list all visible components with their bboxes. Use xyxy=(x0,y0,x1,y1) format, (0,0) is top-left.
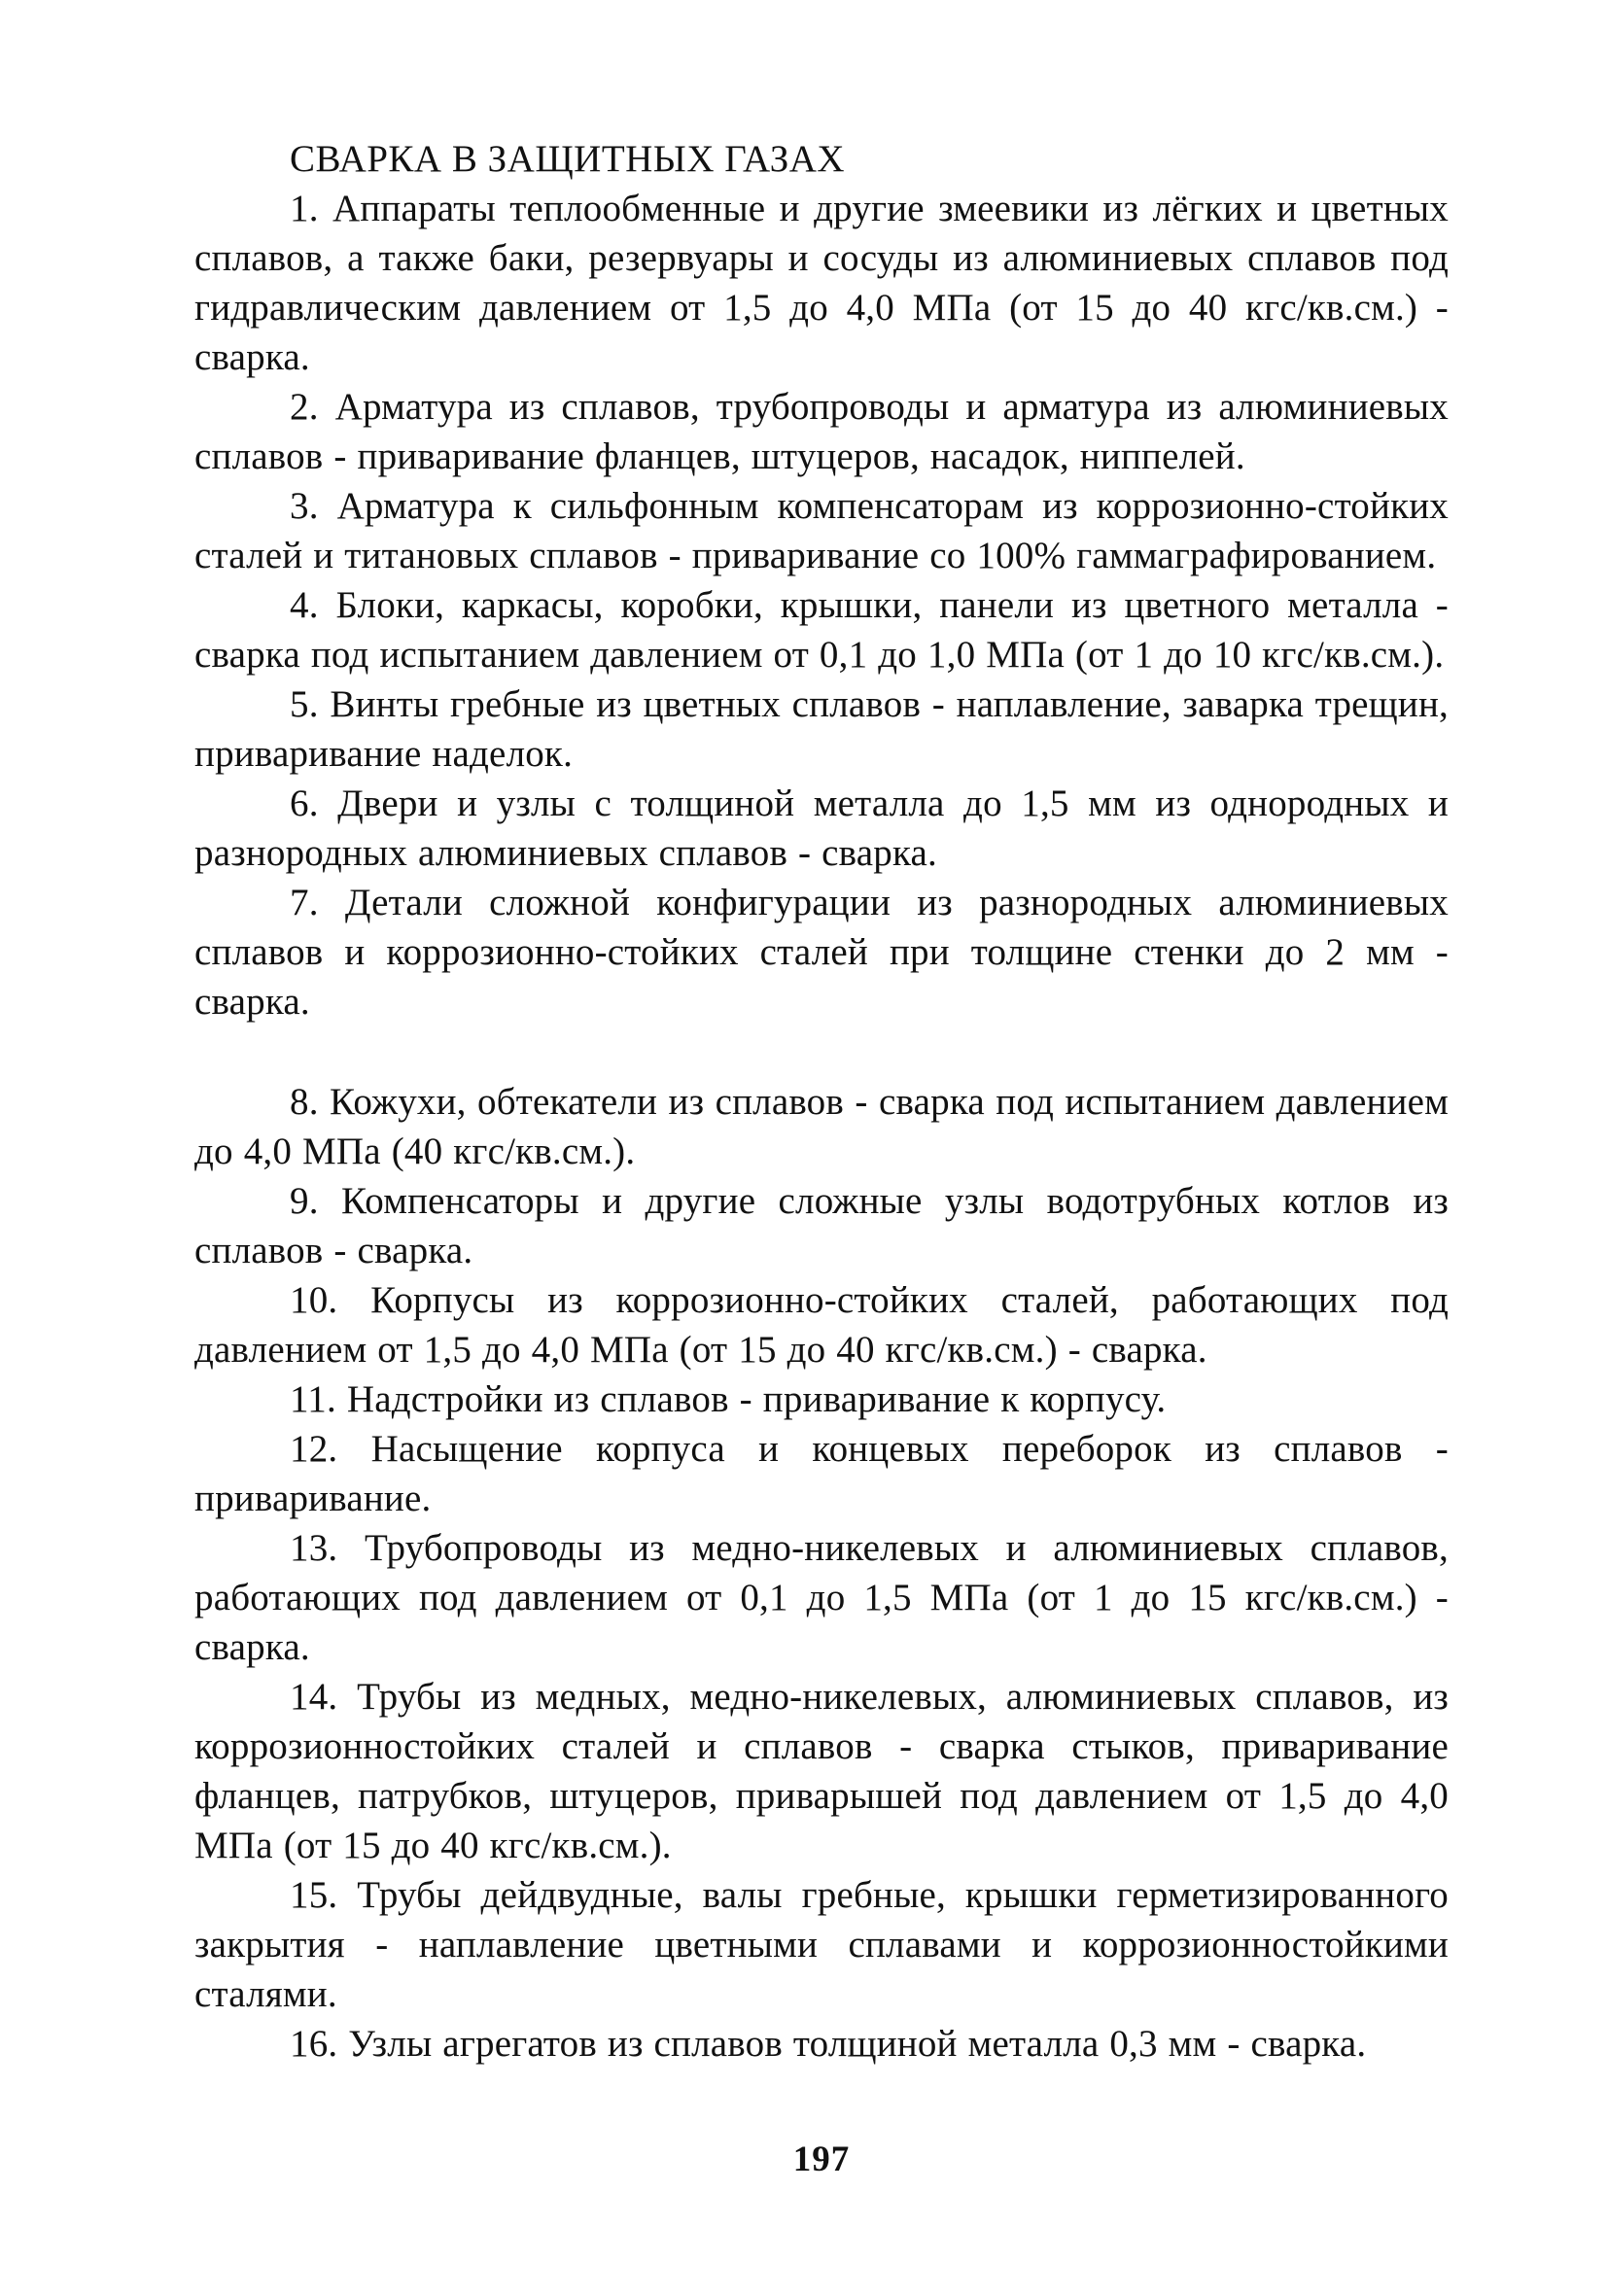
list-item-11: 11. Надстройки из сплавов - приваривание к корпусу. xyxy=(290,1378,1167,1420)
list-item-10: 10. Корпусы из коррозионно-стойких сталей, работающих под давлением от 1,5 до 4,0 МПа (от 15 до 40 кгс/кв.см.) - сварка. xyxy=(194,1279,1449,1371)
list-item-14: 14. Трубы из медных, медно-никелевых, алюминиевых сплавов, из коррозионностойких сталей и сплавов - сварка стыков, приваривание фланцев, патрубков, штуцеров, приварышей под давлением от 1,5 до 4,0 МПа (от 15 до 40 кгс/кв.см.). xyxy=(194,1676,1449,1866)
list-item-3: 3. Арматура к сильфонным компенсаторам из коррозионно-стойких сталей и титановых сплавов - приваривание со 100% гаммаграфированием. xyxy=(194,485,1449,576)
list-item-16: 16. Узлы агрегатов из сплавов толщиной металла 0,3 мм - сварка. xyxy=(290,2023,1367,2065)
list-item-8: 8. Кожухи, обтекатели из сплавов - сварка под испытанием давлением до 4,0 МПа (40 кгс/кв.см.). xyxy=(194,1081,1449,1172)
list-item-2: 2. Арматура из сплавов, трубопроводы и арматура из алюминиевых сплавов - приваривание фланцев, штуцеров, насадок, ниппелей. xyxy=(194,386,1449,477)
list-item-7: 7. Детали сложной конфигурации из разнородных алюминиевых сплавов и коррозионно-стойких сталей при толщине стенки до 2 мм - сварка. xyxy=(194,882,1449,1023)
list-item-1: 1. Аппараты теплообменные и другие змеевики из лёгких и цветных сплавов, а также баки, резервуары и сосуды из алюминиевых сплавов под гидравлическим давлением от 1,5 до 4,0 МПа (от 15 до 40 кгс/кв.см.) - сварка. xyxy=(194,188,1449,378)
list-item-9: 9. Компенсаторы и другие сложные узлы водотрубных котлов из сплавов - сварка. xyxy=(194,1180,1449,1271)
list-item-4: 4. Блоки, каркасы, коробки, крышки, панели из цветного металла - сварка под испытанием давлением от 0,1 до 1,0 МПа (от 1 до 10 кгс/кв.см.). xyxy=(194,584,1449,676)
list-item-5: 5. Винты гребные из цветных сплавов - наплавление, заварка трещин, приваривание наделок. xyxy=(194,683,1449,775)
list-item-12: 12. Насыщение корпуса и концевых переборок из сплавов - приваривание. xyxy=(194,1428,1449,1519)
page-number: 197 xyxy=(792,2139,851,2179)
list-item-15: 15. Трубы дейдвудные, валы гребные, крышки герметизированного закрытия - наплавление цветными сплавами и коррозионностойкими сталями. xyxy=(194,1874,1449,2015)
list-item-6: 6. Двери и узлы с толщиной металла до 1,5 мм из однородных и разнородных алюминиевых сплавов - сварка. xyxy=(194,783,1449,874)
list-item-13: 13. Трубопроводы из медно-никелевых и алюминиевых сплавов, работающих под давлением от 0,1 до 1,5 МПа (от 1 до 15 кгс/кв.см.) - сварка. xyxy=(194,1527,1449,1668)
section-title: СВАРКА В ЗАЩИТНЫХ ГАЗАХ xyxy=(290,138,846,180)
text-block xyxy=(194,134,1449,2069)
